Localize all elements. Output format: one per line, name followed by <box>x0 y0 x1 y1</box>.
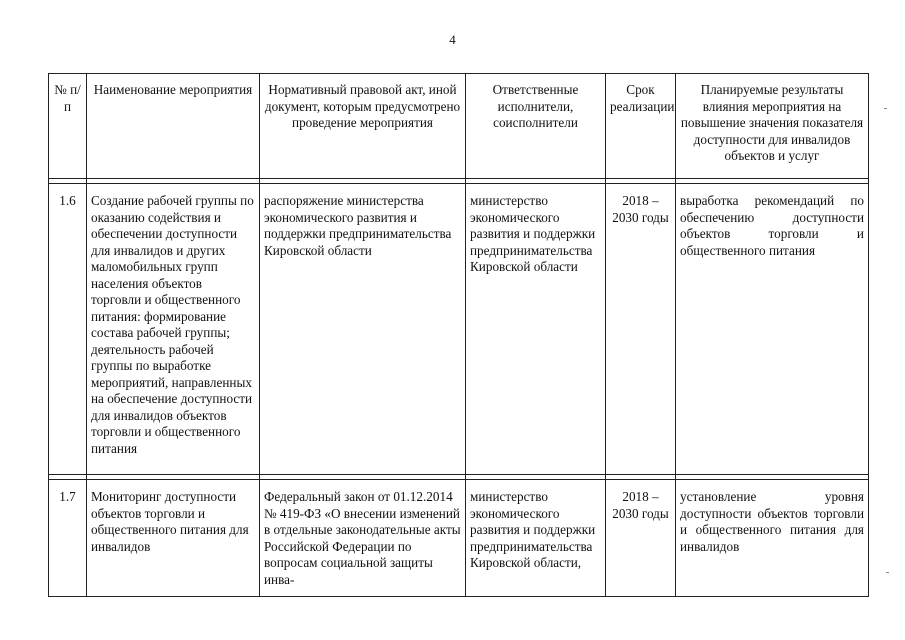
page-number: 4 <box>449 32 456 47</box>
header-number: № п/п <box>49 74 87 179</box>
row-result: выработка рекомендаций по обеспечению доступности объектов торговли и общественного питания <box>676 184 869 475</box>
row-executors: министерство экономического развития и поддержки предпринимательства Кировской области <box>466 184 606 475</box>
measures-table <box>48 73 869 597</box>
row-number: 1.6 <box>49 184 87 475</box>
row-name: Мониторинг доступности объектов торговли и общественного питания для инвалидов <box>87 480 260 597</box>
header-name: Наименование мероприятия <box>87 74 260 179</box>
header-executors: Ответственные исполнители, соисполнители <box>466 74 606 179</box>
row-term: 2018 – 2030 годы <box>606 480 676 597</box>
table-row <box>49 184 869 475</box>
scan-speck <box>884 108 887 109</box>
row-name: Создание рабочей группы по оказанию содействия и обеспечении доступности для инвалидов и других маломобильных групп населения объектов торговли и общественного питания: формирование состава рабочей группы; деятельность рабочей группы по выработке мероприятий, направленных на обеспечение доступности для инвалидов объектов торговли и общественного питания <box>87 184 260 475</box>
table-header-row <box>49 74 869 179</box>
row-result: установление уровня доступности объектов торговли и общественного питания для инвалидов <box>676 480 869 597</box>
row-act: Федеральный закон от 01.12.2014 № 419-ФЗ «О внесении изменений в отдельные законодательные акты Российской Федерации по вопросам социальной защиты инва- <box>260 480 466 597</box>
header-results: Планируемые результаты влияния мероприятия на повышение значения показателя доступности для инвалидов объектов и услуг <box>676 74 869 179</box>
row-number: 1.7 <box>49 480 87 597</box>
table-row <box>49 480 869 597</box>
header-term: Срок реализации <box>606 74 676 179</box>
header-act: Нормативный правовой акт, иной документ, которым предусмотрено проведение мероприятия <box>260 74 466 179</box>
row-term: 2018 – 2030 годы <box>606 184 676 475</box>
row-act: распоряжение министерства экономического развития и поддержки предпринимательства Кировской области <box>260 184 466 475</box>
scan-speck <box>886 572 889 573</box>
row-executors: министерство экономического развития и поддержки предпринимательства Кировской области, <box>466 480 606 597</box>
